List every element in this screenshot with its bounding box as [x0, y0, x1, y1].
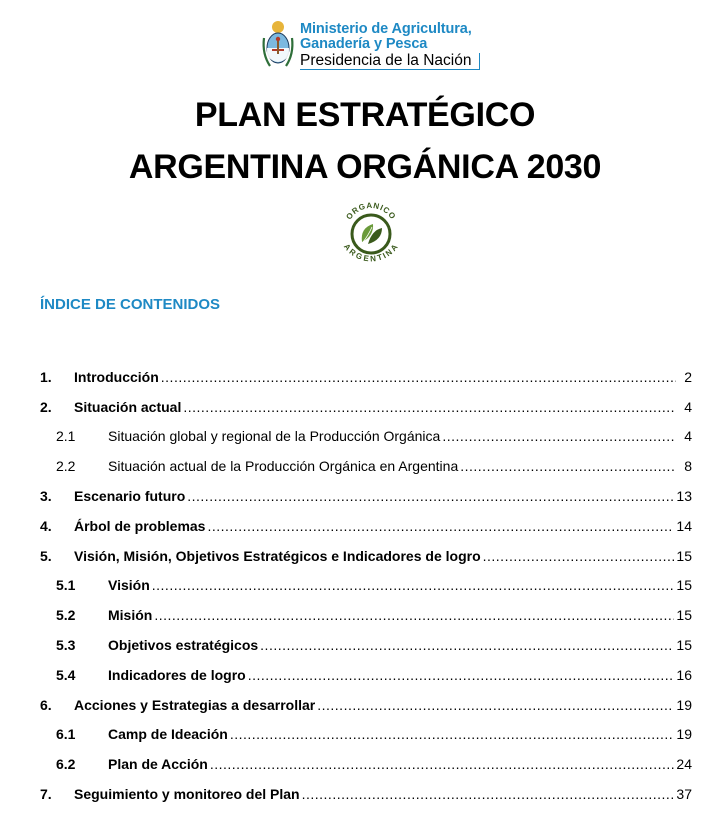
toc-dot-leader — [183, 399, 676, 415]
toc-entry-page: 4 — [684, 398, 692, 415]
toc-entry[interactable] — [40, 660, 692, 690]
toc-entry-number: 6. — [40, 696, 52, 713]
table-of-contents — [40, 362, 692, 809]
argentina-coat-of-arms-icon — [260, 18, 296, 74]
toc-dot-leader — [302, 786, 675, 802]
toc-dot-leader — [230, 726, 675, 742]
ministry-logo — [260, 18, 480, 74]
toc-entry-label: Escenario futuro — [74, 488, 186, 505]
toc-entry-label: Visión — [108, 577, 150, 594]
toc-dot-leader — [483, 548, 675, 564]
toc-entry-number: 6.2 — [56, 756, 76, 773]
toc-entry-page: 4 — [684, 428, 692, 445]
toc-entry-label: Camp de Ideación — [108, 726, 228, 743]
svg-text:ORGANICO — [344, 201, 397, 221]
toc-entry-label: Misión — [108, 607, 153, 624]
toc-entry[interactable] — [40, 600, 692, 630]
document-title-line2: ARGENTINA ORGÁNICA 2030 — [128, 148, 602, 186]
toc-entry-number: 2. — [40, 398, 52, 415]
toc-entry-page: 14 — [676, 517, 692, 534]
ministry-name-line2: Ganadería y Pesca — [300, 36, 428, 52]
toc-entry[interactable] — [40, 571, 692, 601]
toc-entry[interactable] — [40, 630, 692, 660]
toc-entry-label: Introducción — [74, 368, 159, 385]
toc-entry-label: Objetivos estratégicos — [108, 637, 259, 654]
toc-dot-leader — [152, 577, 675, 593]
toc-entry-number: 2.2 — [56, 458, 76, 475]
toc-dot-leader — [248, 667, 675, 683]
toc-entry-label: Situación actual de la Producción Orgánica en Argentina — [108, 458, 459, 475]
toc-entry[interactable] — [40, 690, 692, 720]
toc-entry-page: 15 — [676, 577, 692, 594]
toc-entry-page: 37 — [676, 786, 692, 803]
toc-entry-label: Seguimiento y monitoreo del Plan — [74, 786, 300, 803]
toc-entry[interactable] — [40, 749, 692, 779]
toc-entry-number: 5.1 — [56, 577, 76, 594]
toc-entry[interactable] — [40, 779, 692, 809]
toc-entry-page: 15 — [676, 637, 692, 654]
document-title-line1: PLAN ESTRATÉGICO — [194, 96, 536, 134]
toc-entry-page: 24 — [676, 756, 692, 773]
toc-entry[interactable] — [40, 422, 692, 452]
toc-dot-leader — [260, 637, 674, 653]
toc-entry-label: Árbol de problemas — [74, 517, 206, 534]
toc-entry-page: 16 — [676, 666, 692, 683]
toc-entry-page: 15 — [676, 547, 692, 564]
toc-entry-page: 15 — [676, 607, 692, 624]
organic-argentina-seal-icon — [338, 194, 404, 272]
toc-entry-label: Indicadores de logro — [108, 666, 246, 683]
toc-entry-number: 5.3 — [56, 637, 76, 654]
toc-entry[interactable] — [40, 362, 692, 392]
toc-entry[interactable] — [40, 511, 692, 541]
toc-entry[interactable] — [40, 481, 692, 511]
toc-dot-leader — [317, 697, 674, 713]
toc-entry-label: Situación actual — [74, 398, 182, 415]
toc-entry-page: 19 — [676, 726, 692, 743]
toc-entry-number: 3. — [40, 488, 52, 505]
toc-dot-leader — [207, 518, 674, 534]
toc-entry-number: 5.2 — [56, 607, 76, 624]
toc-entry-number: 5.4 — [56, 666, 76, 683]
toc-entry-label: Situación global y regional de la Producción Orgánica — [108, 428, 441, 445]
seal-text-top: ORGANICO — [344, 200, 398, 222]
toc-entry-label: Visión, Misión, Objetivos Estratégicos e Indicadores de logro — [74, 547, 481, 564]
toc-entry-label: Plan de Acción — [108, 756, 208, 773]
toc-entry-number: 4. — [40, 517, 52, 534]
toc-entry-page: 8 — [684, 458, 692, 475]
toc-entry[interactable] — [40, 720, 692, 750]
toc-entry[interactable] — [40, 541, 692, 571]
toc-heading: ÍNDICE DE CONTENIDOS — [40, 296, 221, 313]
seal-text-bottom: ARGENTINA — [341, 242, 401, 264]
toc-dot-leader — [442, 428, 676, 444]
toc-entry-number: 1. — [40, 368, 52, 385]
toc-dot-leader — [154, 607, 674, 623]
presidency-line: Presidencia de la Nación — [300, 53, 480, 70]
ministry-name-line1: Ministerio de Agricultura, — [300, 21, 472, 37]
toc-entry[interactable] — [40, 451, 692, 481]
toc-entry-number: 2.1 — [56, 428, 76, 445]
toc-dot-leader — [161, 369, 676, 385]
toc-entry-label: Acciones y Estrategias a desarrollar — [74, 696, 316, 713]
toc-entry-number: 7. — [40, 786, 52, 803]
toc-entry-page: 13 — [676, 488, 692, 505]
toc-entry-number: 5. — [40, 547, 52, 564]
toc-entry-page: 2 — [684, 368, 692, 385]
toc-dot-leader — [187, 488, 674, 504]
toc-entry[interactable] — [40, 392, 692, 422]
toc-entry-page: 19 — [676, 696, 692, 713]
toc-dot-leader — [460, 458, 676, 474]
toc-dot-leader — [210, 756, 675, 772]
toc-entry-number: 6.1 — [56, 726, 76, 743]
